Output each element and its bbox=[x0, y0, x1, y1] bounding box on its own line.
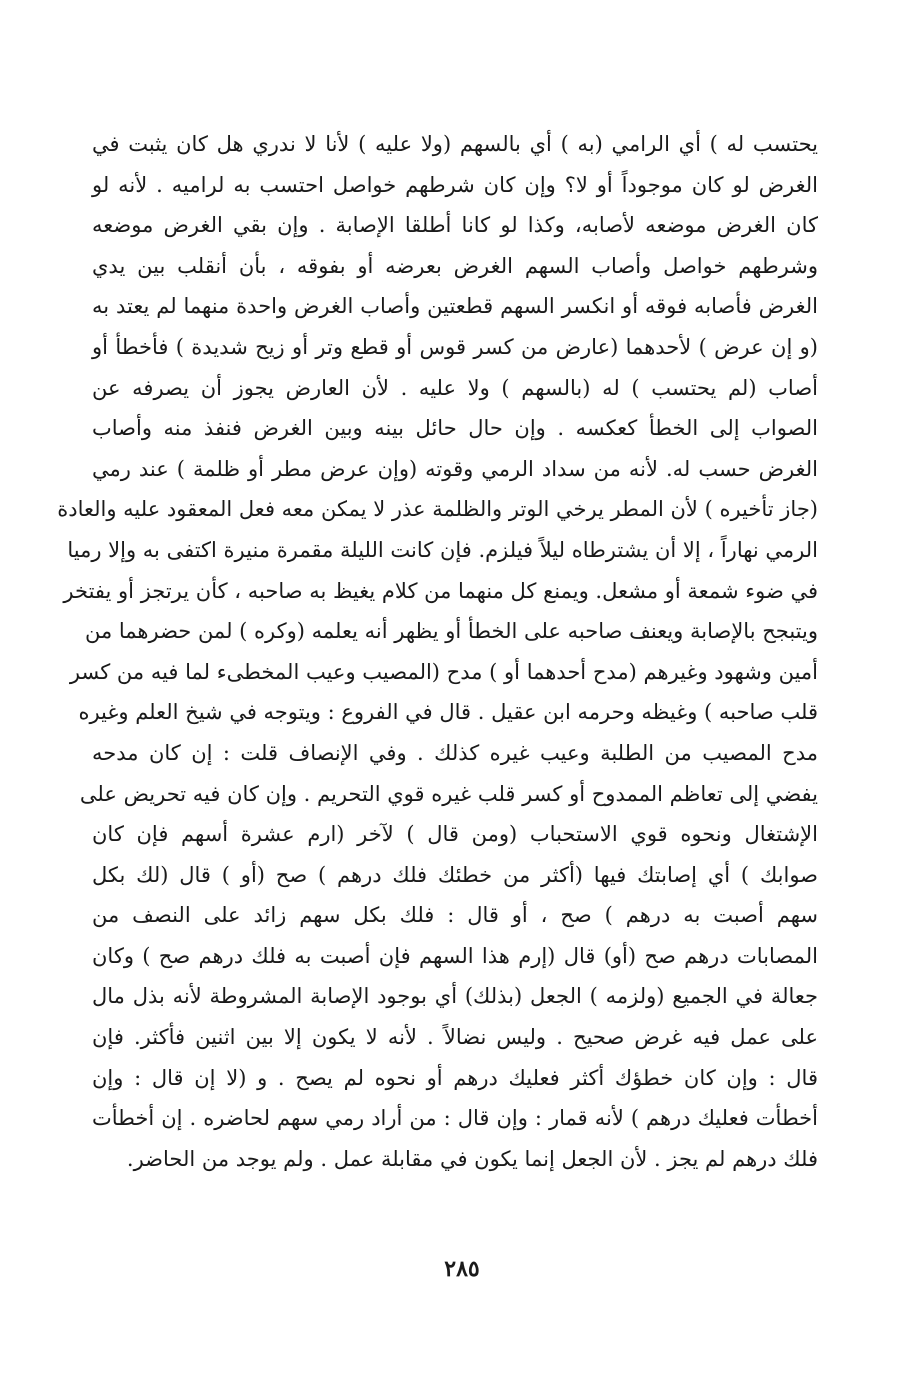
text-line: على عمل فيه غرض صحيح . وليس نضالاً . لأنه لا يكون إلا بين اثنين فأكثر. فإن bbox=[92, 1025, 818, 1050]
text-line: المصابات درهم صح (أو) قال (إرم هذا السهم فإن أصبت به فلك درهم صح ) وكان bbox=[92, 943, 818, 968]
text-line: الإشتغال ونحوه قوي الاستحباب (ومن قال ) لآخر (ارم عشرة أسهم فإن كان bbox=[92, 822, 818, 847]
text-line: الغرض حسب له. لأنه من سداد الرمي وقوته (وإن عرض مطر أو ظلمة ) عند رمي bbox=[92, 456, 818, 481]
text-line: وشرطهم خواصل وأصاب السهم الغرض بعرضه أو بفوقه ، بأن أنقلب بين يدي bbox=[92, 253, 818, 278]
text-line: في ضوء شمعة أو مشعل. ويمنع كل منهما من كلام يغيظ به صاحبه ، كأن يرتجز أو يفتخر bbox=[63, 578, 818, 603]
text-line: فلك درهم لم يجز . لأن الجعل إنما يكون في مقابلة عمل . ولم يوجد من الحاضر. bbox=[126, 1146, 818, 1171]
text-line: مدح المصيب من الطلبة وعيب غيره كذلك . وفي الإنصاف قلت : إن كان مدحه bbox=[92, 740, 818, 765]
text-line: ويتبجح بالإصابة ويعنف صاحبه على الخطأ أو يظهر أنه يعلمه (وكره ) لمن حضرهما من bbox=[84, 619, 818, 644]
text-line: يحتسب له ) أي الرامي (به ) أي بالسهم (ولا عليه ) لأنا لا ندري هل كان يثبت في bbox=[92, 132, 818, 156]
text-line: قلب صاحبه ) وغيظه وحرمه ابن عقيل . قال في الفروع : ويتوجه في شيخ العلم وغيره bbox=[78, 700, 818, 725]
text-line: الغرض لو كان موجوداً أو لا؟ وإن كان شرطهم خواصل احتسب به لراميه . لأنه لو bbox=[92, 172, 818, 197]
text-line: (جاز تأخيره ) لأن المطر يرخي الوتر والظلمة عذر لا يمكن معه فعل المعقود عليه والعادة bbox=[57, 497, 818, 522]
text-line: (و إن عرض ) لأحدهما (عارض من كسر قوس أو قطع وتر أو زيح شديدة ) فأخطأ أو bbox=[92, 334, 818, 359]
text-line: الصواب إلى الخطأ كعكسه . وإن حال حائل بينه وبين الغرض فنفذ منه وأصاب bbox=[92, 416, 818, 441]
text-line: أمين وشهود وغيرهم (مدح أحدهما أو ) مدح (المصيب وعيب المخطىء لما فيه من كسر bbox=[69, 659, 818, 684]
text-line: يفضي إلى تعاظم الممدوح أو كسر قلب غيره قوي التحريم . وإن كان فيه تحريض على bbox=[79, 781, 818, 806]
text-line: كان الغرض موضعه لأصابه، وكذا لو كانا أطلقا الإصابة . وإن بقي الغرض موضعه bbox=[92, 213, 818, 238]
text-line: جعالة في الجميع (ولزمه ) الجعل (بذلك) أي بوجود الإصابة المشروطة لأنه بذل مال bbox=[92, 984, 818, 1009]
text-line: أخطأت فعليك درهم ) لأنه قمار : وإن قال : من أراد رمي سهم لحاضره . إن أخطأت bbox=[92, 1106, 818, 1131]
text-line: الرمي نهاراً ، إلا أن يشترطاه ليلاً فيلزم. فإن كانت الليلة مقمرة منيرة اكتفى به وإلا رميا bbox=[67, 537, 818, 562]
text-line: سهم أصبت به درهم ) صح ، أو قال : فلك بكل سهم زائد على النصف من bbox=[92, 903, 818, 928]
text-line: أصاب (لم يحتسب ) له (بالسهم ) ولا عليه . لأن العارض يجوز أن يصرفه عن bbox=[92, 375, 818, 400]
text-line: قال : وإن كان خطؤك أكثر فعليك درهم أو نحوه لم يصح . و (لا إن قال : وإن bbox=[92, 1065, 818, 1090]
text-line: الغرض فأصابه فوقه أو انكسر السهم قطعتين وأصاب الغرض واحدة منهما لم يعتد به bbox=[92, 294, 818, 319]
page-number: ٢٨٥ bbox=[444, 1256, 480, 1282]
text-line: صوابك ) أي إصابتك فيها (أكثر من خطئك فلك درهم ) صح (أو ) قال (لك بكل bbox=[92, 862, 818, 887]
body-text bbox=[57, 124, 818, 1179]
